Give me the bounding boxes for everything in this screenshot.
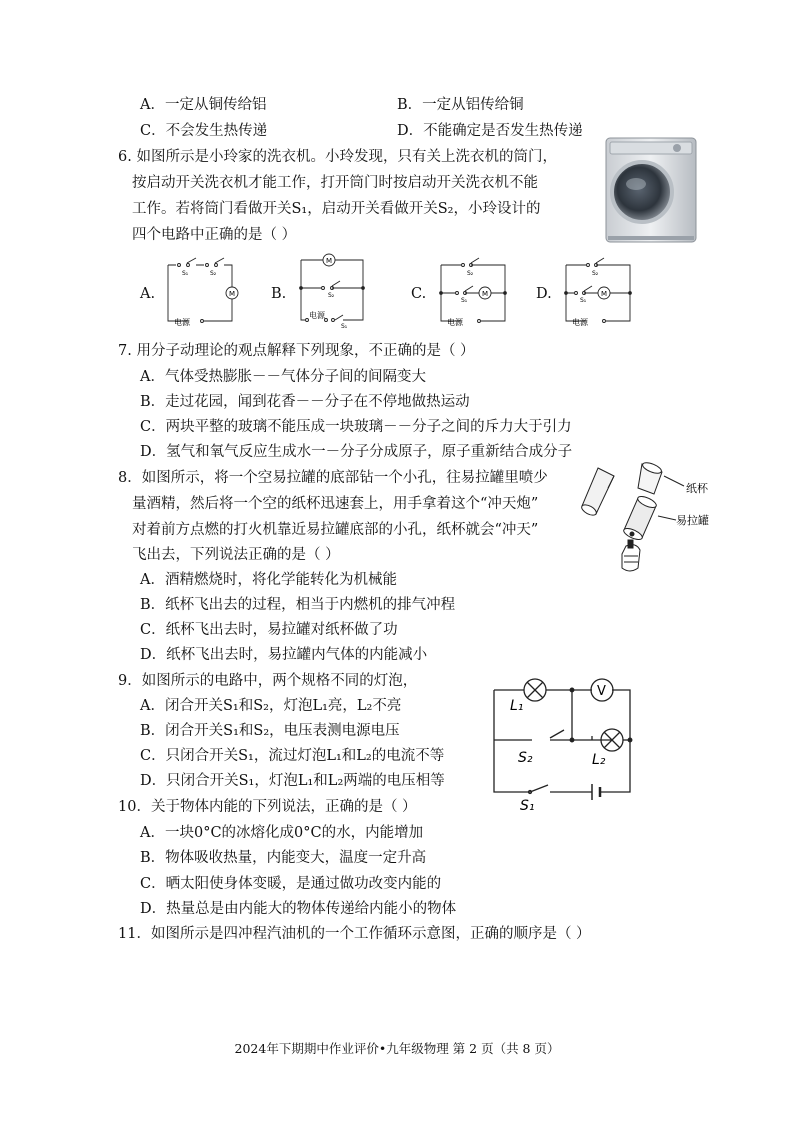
svg-text:电源: 电源 xyxy=(309,311,325,320)
q5-option-b: B．一定从铝传给铜 xyxy=(397,97,524,113)
q8-option-d: D．纸杯飞出去时，易拉罐内气体的内能减小 xyxy=(140,647,428,663)
q8-line-4: 飞出去，下列说法正确的是（ ） xyxy=(132,547,340,563)
q5-option-d: D．不能确定是否发生热传递 xyxy=(397,123,583,139)
q10-option-d: D．热量总是由内能大的物体传递给内能小的物体 xyxy=(140,901,457,917)
svg-text:M: M xyxy=(326,257,333,265)
q7-option-a: A．气体受热膨胀－－气体分子间的间隔变大 xyxy=(140,369,426,385)
cup-can-figure xyxy=(578,456,718,578)
voltmeter-label: V xyxy=(597,684,606,699)
svg-text:S₂: S₂ xyxy=(467,270,474,277)
svg-text:S₂: S₂ xyxy=(518,750,533,766)
q7-stem: 7. 用分子动理论的观点解释下列现象，不正确的是（ ） xyxy=(118,343,475,359)
svg-text:M: M xyxy=(482,290,489,298)
svg-text:S₁: S₁ xyxy=(580,297,587,304)
q10-stem: 10．关于物体内能的下列说法，正确的是（ ） xyxy=(118,799,417,815)
svg-text:S₁: S₁ xyxy=(461,297,468,304)
q8-option-b: B．纸杯飞出去的过程，相当于内燃机的排气冲程 xyxy=(140,597,456,613)
q10-option-b: B．物体吸收热量，内能变大，温度一定升高 xyxy=(140,850,427,866)
svg-text:S₁: S₁ xyxy=(520,798,535,814)
q8-option-a: A．酒精燃烧时，将化学能转化为机械能 xyxy=(140,572,397,588)
svg-text:S₂: S₂ xyxy=(592,270,599,277)
svg-text:L₂: L₂ xyxy=(592,752,606,768)
q9-option-b: B．闭合开关S₁和S₂，电压表测电源电压 xyxy=(140,723,400,739)
svg-text:S₂: S₂ xyxy=(328,292,335,299)
circuit-diagram-a xyxy=(160,255,240,330)
motor-label: M xyxy=(229,290,236,298)
circuit-diagram-d xyxy=(560,255,640,330)
circuit-diagram-b xyxy=(295,250,373,332)
q6-diagram-a-letter: A. xyxy=(140,286,156,302)
q5-option-c: C．不会发生热传递 xyxy=(140,123,268,139)
power-label: 电源 xyxy=(174,318,190,327)
q10-option-c: C．晒太阳使身体变暖，是通过做功改变内能的 xyxy=(140,876,442,892)
page-footer: 2024年下期期中作业评价•九年级物理 第 2 页（共 8 页） xyxy=(234,1041,560,1056)
q8-line-3: 对着前方点燃的打火机靠近易拉罐底部的小孔，纸杯就会“冲天” xyxy=(132,522,539,538)
svg-text:L₁: L₁ xyxy=(510,698,524,714)
cup-label: 纸杯 xyxy=(686,482,708,495)
q6-line-1: 6. 如图所示是小玲家的洗衣机。小玲发现，只有关上洗衣机的筒门， xyxy=(118,149,557,165)
q8-line-2: 量酒精，然后将一个空的纸杯迅速套上，用手拿着这个“冲天炮” xyxy=(132,496,539,512)
q11-stem: 11．如图所示是四冲程汽油机的一个工作循环示意图，正确的顺序是（ ） xyxy=(118,926,591,942)
q6-line-4: 四个电路中正确的是（ ） xyxy=(132,227,297,243)
svg-text:电源: 电源 xyxy=(572,318,588,327)
q9-option-c: C．只闭合开关S₁，流过灯泡L₁和L₂的电流不等 xyxy=(140,748,445,764)
q9-option-d: D．只闭合开关S₁，灯泡L₁和L₂两端的电压相等 xyxy=(140,773,445,789)
q6-diagram-b-letter: B. xyxy=(271,286,287,302)
q6-line-2: 按启动开关洗衣机才能工作，打开筒门时按启动开关洗衣机不能 xyxy=(132,175,538,191)
q6-line-3: 工作。若将筒门看做开关S₁，启动开关看做开关S₂，小玲设计的 xyxy=(132,201,541,217)
svg-text:M: M xyxy=(601,290,608,298)
q6-diagram-c-letter: C. xyxy=(411,286,427,302)
q9-option-a: A．闭合开关S₁和S₂，灯泡L₁亮，L₂不亮 xyxy=(140,698,402,714)
svg-text:S₂: S₂ xyxy=(210,270,217,277)
washing-machine-image xyxy=(602,136,700,246)
q9-circuit-figure xyxy=(488,672,638,814)
q7-option-b: B．走过花园，闻到花香－－分子在不停地做热运动 xyxy=(140,394,470,410)
q8-option-c: C．纸杯飞出去时，易拉罐对纸杯做了功 xyxy=(140,622,398,638)
q7-option-c: C．两块平整的玻璃不能压成一块玻璃－－分子之间的斥力大于引力 xyxy=(140,419,572,435)
q7-option-d: D．氢气和氧气反应生成水一－分子分成原子，原子重新结合成分子 xyxy=(140,444,573,460)
q5-option-a: A．一定从铜传给铝 xyxy=(140,97,267,113)
q10-option-a: A．一块0°C的冰熔化成0°C的水，内能增加 xyxy=(140,825,424,841)
svg-text:S₁: S₁ xyxy=(182,270,189,277)
q6-diagram-d-letter: D. xyxy=(536,286,552,302)
svg-text:S₁: S₁ xyxy=(341,323,348,330)
q8-line-1: 8．如图所示，将一个空易拉罐的底部钻一个小孔，往易拉罐里喷少 xyxy=(118,470,548,486)
can-label: 易拉罐 xyxy=(676,514,709,527)
circuit-diagram-c xyxy=(435,255,515,330)
q9-stem: 9．如图所示的电路中，两个规格不同的灯泡， xyxy=(118,673,418,689)
svg-text:电源: 电源 xyxy=(447,318,463,327)
